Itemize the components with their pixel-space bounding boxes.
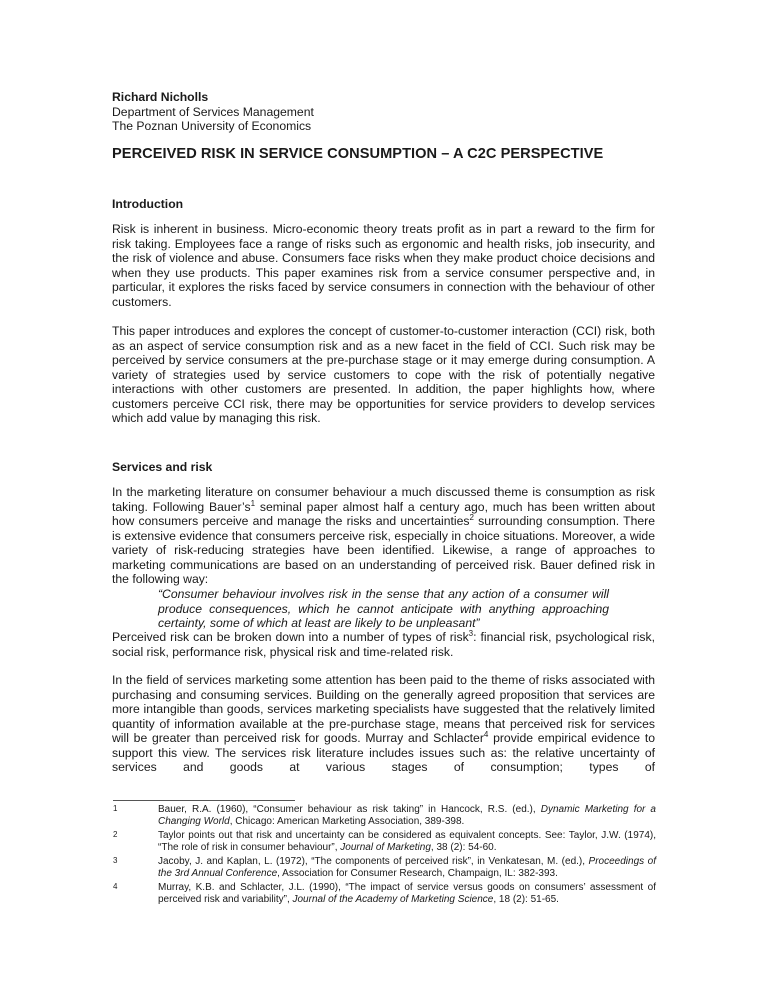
text-run: Murray, K.B. and Schlacter, J.L. (1990), “The impact of service versus goods on consumers’ assessment of perceived risk and variability”, [158,882,656,906]
footnote-text [158,830,656,854]
text-run: seminal paper almost half a century ago, much has been written about how consumers perceive and manage the risks and uncertainties [112,499,655,529]
footnote-text [158,856,656,880]
text-run: surrounding consumption. There is extensive evidence that consumers perceive risk, especially in choice situations. Moreover, a wide variety of risk-reducing strategies have been identified. Likewise, a range of approaches to marketing communications are based on an understanding of perceived risk. Bauer defined risk in the following way: [112,514,656,587]
footnote-number: 2 [113,830,118,839]
text-run-italic: Dynamic Marketing for a Changing World [158,804,656,828]
text-run: Jacoby, J. and Kaplan, L. (1972), “The components of perceived risk”, in Venkatesan, M. (ed.), [158,856,589,867]
text-run: , Association for Consumer Research, Champaign, IL: 382-393. [277,868,558,880]
section-heading-services-and-risk: Services and risk [112,460,213,474]
services-paragraph-2 [112,630,655,659]
text-run-italic: Journal of Marketing [340,842,431,854]
services-paragraph-3 [112,673,655,775]
bauer-quote: “Consumer behaviour involves risk in the sense that any action of a consumer will produce consequences, which he cannot anticipate with anything approaching certainty, some of which at least are likely to be unpleasant” [158,587,609,631]
footnote-number: 1 [113,804,118,813]
text-run-italic: Journal of the Academy of Marketing Science [292,894,494,906]
author-department: Department of Services Management [112,104,314,119]
author-university: The Poznan University of Economics [112,119,312,133]
footnote-separator [113,800,295,801]
text-run: provide empirical evidence to support this view. The services risk literature includes issues such as: the relative uncertainty of services and goods at various stages of consumption; types of [112,731,655,775]
footnote-ref-2[interactable]: 2 [469,513,474,523]
text-run: : financial risk, psychological risk, social risk, performance risk, physical risk and time-related risk. [112,630,655,659]
footnote-number: 4 [113,882,118,891]
footnote-ref-4[interactable]: 4 [483,730,489,740]
text-run: In the marketing literature on consumer behaviour a much discussed theme is consumption as risk taking. Following Bauer’s [112,485,655,514]
text-run: In the field of services marketing some attention has been paid to the theme of risks associated with purchasing and consuming services. Building on the generally agreed proposition that services are more intangible than goods, services marketing specialists have suggested that the relatively limited quantity of information available at the pre-purchase stage, means that perceived risk for services will be greater than perceived risk for goods. Murray and Schlacter [112,673,655,746]
footnote-number: 3 [113,856,118,865]
footnote-ref-3[interactable]: 3 [468,628,474,638]
footnote-ref-1[interactable]: 1 [250,498,256,508]
paragraph-text [112,630,655,659]
text-run-italic: Proceedings of the 3rd Annual Conference [158,856,656,880]
services-paragraph-1 [112,485,655,587]
footnote-text [158,882,656,906]
paragraph-text [112,485,655,587]
text-run: Taylor points out that risk and uncertainty can be considered as equivalent concepts. See: Taylor, J.W. (1974), “The role of risk in consumer behaviour”, [158,830,656,854]
intro-paragraph-1 [112,222,655,309]
paragraph-text: Risk is inherent in business. Micro-economic theory treats profit as in part a reward to the firm for risk taking. Employees face a range of risks such as ergonomic and health risks, job insecurity, and the risk of violence and abuse. Consumers face risks when they make product choice decisions and when they use products. This paper examines risk from a service consumer perspective and, in particular, it explores the risks faced by service consumers in connection with the behaviour of other customers. [112,222,655,309]
text-run: , 18 (2): 51-65. [493,894,559,906]
intro-paragraph-2 [112,324,655,426]
text-run: Bauer, R.A. (1960), “Consumer behaviour as risk taking” in Hancock, R.S. (ed.), [158,804,541,815]
paragraph-text [112,673,655,775]
paper-title: PERCEIVED RISK IN SERVICE CONSUMPTION – A C2C PERSPECTIVE [112,146,604,162]
footnote-text [158,804,656,828]
paragraph-text: This paper introduces and explores the concept of customer-to-customer interaction (CCI) risk, both as an aspect of service consumption risk and as a new facet in the field of CCI. Such risk may be perceived by service consumers at the pre-purchase stage or it may emerge during consumption. A variety of strategies used by service customers to cope with the risk of potentially negative interactions with other customers are presented. In addition, the paper highlights how, where customers perceive CCI risk, there may be opportunities for service providers to develop services which add value by managing this risk. [112,324,655,426]
text-run: Perceived risk can be broken down into a number of types of risk [112,630,469,644]
author-name: Richard Nicholls [112,90,209,104]
author-block [112,90,314,134]
text-run: , 38 (2): 54-60. [430,842,497,854]
text-run: , Chicago: American Marketing Association, 389-398. [229,816,465,828]
section-heading-introduction: Introduction [112,197,184,211]
